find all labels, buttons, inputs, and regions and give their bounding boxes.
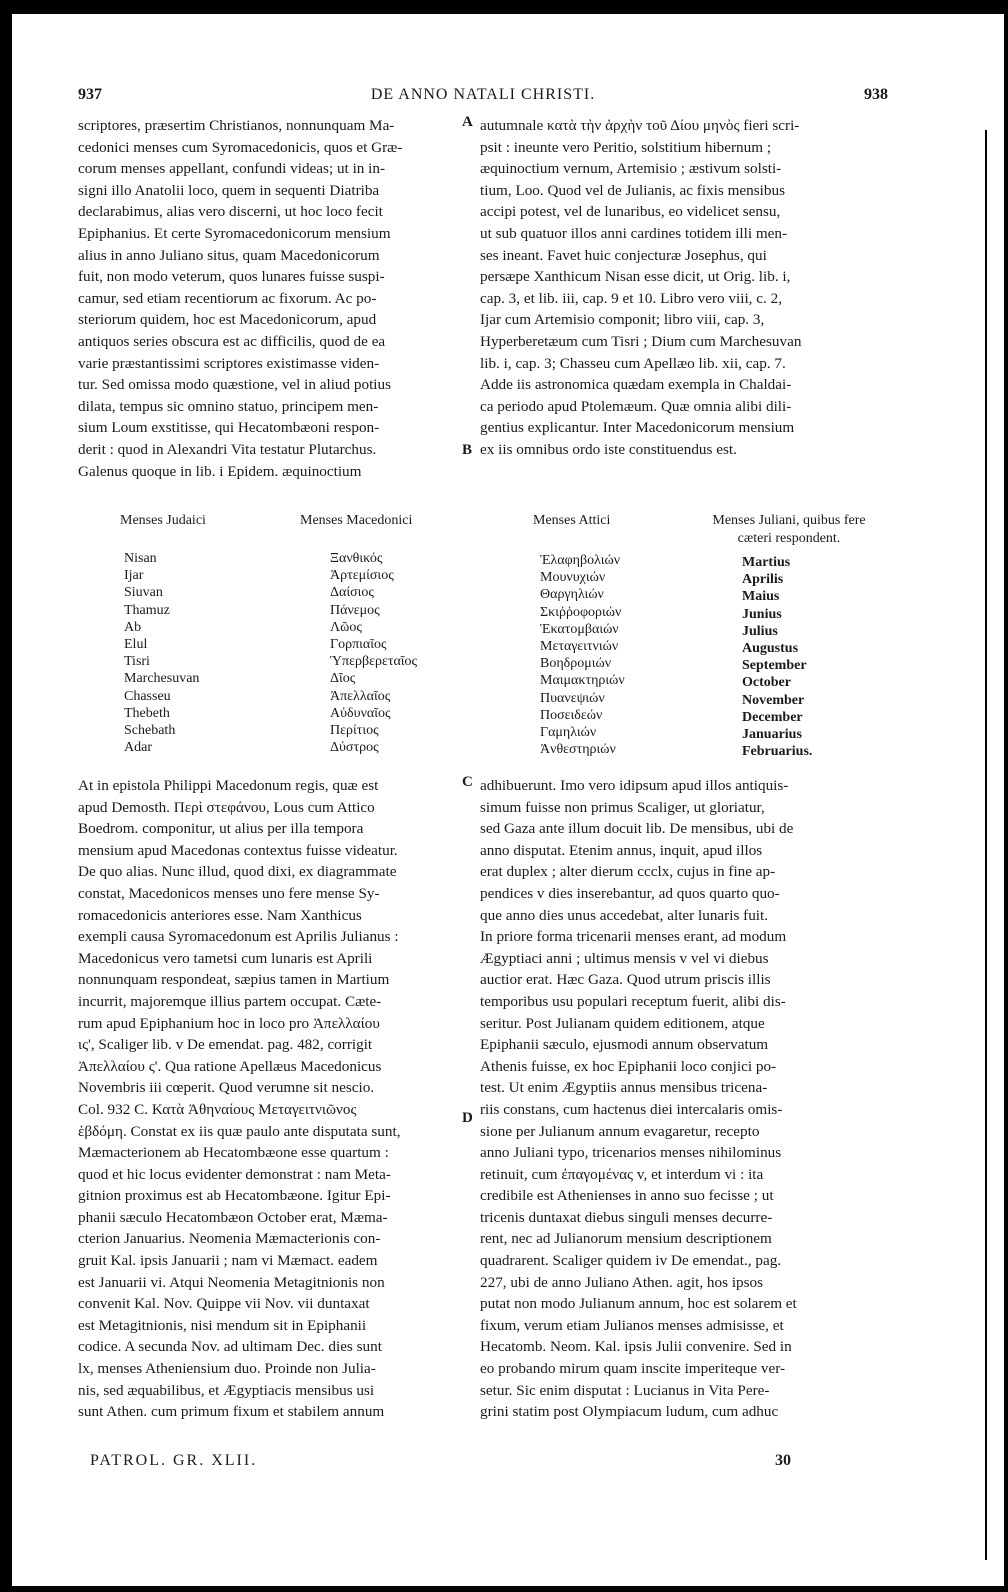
header-menses-juliani: Menses Juliani, quibus fere cæteri respondent. bbox=[712, 513, 866, 546]
paragraph bbox=[480, 775, 875, 1423]
paragraph bbox=[480, 115, 875, 461]
month-macedonian: Αὐδυναῖος bbox=[330, 705, 391, 721]
text-line: ca periodo apud Ptolemæum. Quæ omnia alibi dili- bbox=[480, 397, 792, 415]
text-line: rum apud Epiphanium hoc in loco pro Ἀπελλαίου bbox=[78, 1014, 380, 1032]
month-macedonian: Γορπιαῖος bbox=[330, 637, 387, 653]
month-macedonian: Πάνεμος bbox=[330, 602, 380, 618]
text-line: setur. Sic enim disputat : Lucianus in Vita Pere- bbox=[480, 1381, 770, 1399]
month-macedonian: Ἀπελλαῖος bbox=[330, 688, 391, 704]
text-line: seritur. Post Julianam quidem editionem, atque bbox=[480, 1014, 765, 1032]
month-macedonian: Περίτιος bbox=[330, 723, 379, 739]
month-judaic: Chasseu bbox=[124, 688, 171, 704]
month-attic: Σκιῤῥοφοριών bbox=[540, 604, 622, 620]
text-line: retinuit, cum ἐπαγομένας v, et interdum vi : ita bbox=[480, 1165, 764, 1183]
text-line: ἑβδόμη. Constat ex iis quæ paulo ante disputata sunt, bbox=[78, 1122, 401, 1140]
month-julian: November bbox=[742, 692, 805, 708]
text-line: quod et hic locus evidenter demonstrat : nam Meta- bbox=[78, 1165, 391, 1183]
month-julian: Maius bbox=[742, 589, 780, 605]
month-judaic: Marchesuvan bbox=[124, 671, 200, 687]
text-line: est Metagitnionis, nisi mendum sit in Epiphanii bbox=[78, 1316, 367, 1334]
month-attic: Γαμηλιών bbox=[540, 725, 597, 741]
month-judaic: Schebath bbox=[124, 723, 176, 739]
text-line: est Januarii vi. Atqui Neomenia Metagitnionis non bbox=[78, 1273, 385, 1291]
footer-gathering-number: 30 bbox=[775, 1452, 791, 1469]
month-julian: Januarius bbox=[742, 727, 802, 743]
text-line: erat duplex ; alter dierum ccclx, cujus in fine ap- bbox=[480, 863, 776, 881]
running-title: DE ANNO NATALI CHRISTI. bbox=[370, 86, 596, 103]
month-attic: Ποσειδεών bbox=[540, 707, 603, 723]
text-line: dilata, tempus sic omnino statuo, principem men- bbox=[78, 397, 379, 415]
text-line: Col. 932 C. Κατὰ Ἀθηναίους Μεταγειτνιῶνος bbox=[78, 1100, 357, 1118]
running-header bbox=[78, 86, 888, 110]
section-marker-a: A bbox=[462, 114, 473, 130]
text-line: signi illo Anatolii loco, quem in sequenti Diatriba bbox=[78, 181, 380, 199]
month-julian: September bbox=[742, 658, 807, 674]
text-line: tur. Sed omissa modo quæstione, vel in aliud potius bbox=[78, 376, 392, 394]
text-line: rent, nec ad Julianorum mensium descriptionem bbox=[480, 1230, 772, 1248]
month-julian: Aprilis bbox=[742, 572, 784, 588]
scan-border-bottom bbox=[0, 1586, 1008, 1592]
month-attic: Μαιμακτηριών bbox=[540, 673, 625, 689]
text-line: grini statim post Olympiacum ludum, cum adhuc bbox=[480, 1403, 779, 1421]
month-attic: Ἐλαφηβολιών bbox=[540, 553, 621, 568]
text-line: credibile est Athenienses in anno suo fecisse ; ut bbox=[480, 1187, 774, 1205]
text-line: sed Gaza ante illum docuit lib. De mensibus, ubi de bbox=[480, 820, 794, 838]
month-judaic: Thamuz bbox=[124, 602, 170, 618]
header-menses-macedonici: Menses Macedonici bbox=[300, 513, 413, 528]
month-attic: Μεταγειτνιών bbox=[540, 639, 619, 655]
month-judaic: Ab bbox=[124, 619, 142, 635]
month-julian: Februarius. bbox=[742, 744, 813, 760]
text-line: In priore forma tricenarii menses erant, ad modum bbox=[480, 928, 787, 946]
text-line: Novembris iii cœperit. Quod verumne sit nescio. bbox=[78, 1079, 375, 1097]
scan-border-top bbox=[0, 0, 1008, 14]
text-line: fuit, non modo veterum, quos lunares fuisse suspi- bbox=[78, 268, 385, 286]
month-judaic: Siuvan bbox=[124, 585, 163, 601]
month-attic: Βοηδρομιών bbox=[540, 656, 612, 672]
text-column-1 bbox=[78, 115, 453, 482]
text-line: ses ineant. Favet huic conjecturæ Josephus, qui bbox=[480, 246, 767, 264]
text-line: Macedonicus vero tametsi cum lunaris est Aprili bbox=[78, 949, 373, 967]
month-macedonian: Ὑπερβερεταῖος bbox=[330, 654, 418, 670]
text-line: phanii sæculo Hecatombæon October erat, Mæma- bbox=[78, 1208, 388, 1226]
scan-border-right bbox=[1004, 0, 1008, 1592]
text-line: Adde iis astronomica quædam exempla in Chaldai- bbox=[480, 376, 792, 394]
text-line: antiquos series obscura est ac difficilis, quod de ea bbox=[78, 332, 386, 350]
text-column-2 bbox=[480, 115, 875, 461]
text-line: fixum, verum etiam Julianos menses admisisse, et bbox=[480, 1316, 784, 1334]
text-line: Epiphanius. Et certe Syromacedonicorum mensium bbox=[78, 224, 391, 242]
text-line: æquinoctium vernum, Artemisio ; æstivum solsti- bbox=[480, 160, 782, 178]
text-line: romacedonicis anteriores esse. Nam Xanthicus bbox=[78, 906, 362, 924]
text-line: constat, Macedonicos menses uno fere mense Sy- bbox=[78, 884, 380, 902]
text-line: Athenis fuisse, ex hoc Epiphanii loco conjici po- bbox=[480, 1057, 777, 1075]
text-line: pendices v dies inserebantur, ad quos quarto quo- bbox=[480, 884, 780, 902]
text-line: adhibuerunt. Imo vero idipsum apud illos antiquis- bbox=[480, 777, 789, 794]
text-line: sunt Athen. cum primum fixum et stabilem annum bbox=[78, 1403, 385, 1421]
text-line: psit : ineunte vero Peritio, solstitium hibernum ; bbox=[480, 138, 772, 156]
text-line: simum fuisse non primus Scaliger, ut gloriatur, bbox=[480, 798, 765, 816]
section-marker-b: B bbox=[462, 442, 473, 458]
text-line: accipi potest, vel de lunaribus, eo videlicet sensu, bbox=[480, 203, 781, 221]
text-line: sium Loum exstitisse, qui Hecatombæoni respon- bbox=[78, 419, 380, 437]
month-judaic: Elul bbox=[124, 637, 148, 653]
text-line: ut sub quatuor illos anni cardines totidem illi men- bbox=[480, 224, 788, 242]
text-line: auctior erat. Hæc Gaza. Quod utrum priscis illis bbox=[480, 971, 771, 989]
month-attic: Ἀνθεστηριών bbox=[540, 742, 616, 758]
text-line: 227, ubi de anno Juliano Athen. agit, hos ipsos bbox=[480, 1273, 764, 1291]
paragraph bbox=[78, 115, 453, 482]
text-line: Boedrom. componitur, ut alius per illa tempora bbox=[78, 820, 364, 838]
month-macedonian: Ξανθικός bbox=[330, 551, 383, 566]
text-line: Epiphanii sæculo, ejusmodi annum observatum bbox=[480, 1036, 769, 1054]
text-line: riis constans, cum hactenus diei intercalaris omis- bbox=[480, 1100, 783, 1118]
month-judaic: Tisri bbox=[124, 654, 150, 670]
text-line: lib. i, cap. 3; Chasseu cum Apellæo lib. xii, cap. 7. bbox=[480, 354, 786, 372]
scan-border-left bbox=[0, 0, 12, 1592]
month-judaic: Thebeth bbox=[124, 705, 170, 721]
text-line: temporibus usu populari receptum fuerit, alibi dis- bbox=[480, 992, 786, 1010]
text-line: nis, sed æquabilibus, et Ægyptiacis mensibus usi bbox=[78, 1381, 375, 1399]
text-line: anno disputat. Etenim annus, inquit, apud illos bbox=[480, 841, 763, 859]
text-line: derit : quod in Alexandri Vita testatur Plutarchus. bbox=[78, 440, 377, 458]
month-attic: Μουνυχιών bbox=[540, 570, 606, 586]
month-macedonian: Δαίσιος bbox=[330, 585, 374, 601]
attici-list bbox=[540, 552, 625, 758]
text-line: test. Ut enim Ægyptiis annus mensibus tricena- bbox=[480, 1079, 768, 1097]
text-line: autumnale κατὰ τὴν ἀρχὴν τοῦ Δίου μηνὸς fieri scri- bbox=[480, 117, 800, 134]
text-line: codice. A secunda Nov. ad ultimam Dec. dies sunt bbox=[78, 1338, 382, 1356]
footer-signature: PATROL. GR. XLII. bbox=[90, 1452, 258, 1469]
text-line: varie præstantissimi scriptores existimasse viden- bbox=[78, 354, 380, 372]
month-julian: Augustus bbox=[742, 641, 799, 657]
month-macedonian: Λῶος bbox=[330, 619, 362, 635]
paragraph bbox=[78, 775, 453, 1423]
text-line: Ægyptiaci anni ; ultimus mensis v vel vi diebus bbox=[480, 949, 769, 967]
scan-border-right-inner bbox=[985, 130, 987, 1560]
text-line: Hecatomb. Neom. Kal. ipsis Julii convenire. Sed in bbox=[480, 1338, 792, 1356]
text-line: apud Demosth. Περὶ στεφάνου, Lous cum Attico bbox=[78, 798, 375, 816]
text-line: Ijar cum Artemisio componit; libro viii, cap. 3, bbox=[480, 311, 765, 329]
text-line: ex iis omnibus ordo iste constituendus est. bbox=[480, 440, 737, 458]
text-line: alius in anno Juliano situs, quam Macedonicorum bbox=[78, 246, 380, 264]
text-line: eo probando mirum quam inscite imperiteque ver- bbox=[480, 1360, 786, 1378]
text-line: Mæmacterionem ab Hecatombæone esse quartum : bbox=[78, 1144, 389, 1162]
text-line: cap. 3, et lib. iii, cap. 9 et 10. Libro vero viii, c. 2, bbox=[480, 289, 782, 307]
text-line: persæpe Xanthicum Nisan esse dicit, ut Orig. lib. i, bbox=[480, 268, 791, 286]
month-attic: Ἑκατομβαιών bbox=[540, 621, 619, 637]
text-line: anno Juliani typo, tricenarios menses nihilominus bbox=[480, 1144, 782, 1162]
macedonici-list bbox=[330, 550, 417, 756]
month-macedonian: Δύστρος bbox=[330, 740, 379, 756]
juliani-list bbox=[742, 554, 812, 760]
month-julian: December bbox=[742, 709, 803, 725]
text-line: sione per Julianum annum evagaretur, recepto bbox=[480, 1122, 760, 1140]
text-line: gentius explicantur. Inter Macedonicorum mensium bbox=[480, 419, 795, 437]
text-line: At in epistola Philippi Macedonum regis, quæ est bbox=[78, 777, 379, 794]
text-line: incurrit, majoremque illius partem occupat. Cæte- bbox=[78, 992, 382, 1010]
text-line: ις', Scaliger lib. v De emendat. pag. 482, corrigit bbox=[78, 1036, 373, 1054]
text-line: Hyperberetæum cum Tisri ; Dium cum Marchesuvan bbox=[480, 332, 802, 350]
text-line: mensium apud Macedonas contextus fuisse videatur. bbox=[78, 841, 398, 859]
text-line: scriptores, præsertim Christianos, nonnunquam Ma- bbox=[78, 117, 395, 134]
text-line: tricenis duntaxat diebus singuli menses decurre- bbox=[480, 1208, 773, 1226]
month-julian: Junius bbox=[742, 606, 782, 622]
page-number-left: 937 bbox=[78, 86, 102, 103]
text-line: gitnion proximus est ab Hecatombæone. Igitur Epi- bbox=[78, 1187, 391, 1205]
month-judaic: Nisan bbox=[124, 551, 157, 566]
judaici-list bbox=[124, 550, 199, 756]
page-number-right: 938 bbox=[864, 86, 888, 103]
text-line: quadrarent. Scaliger quidem iv De emendat., pag. bbox=[480, 1252, 782, 1270]
month-judaic: Adar bbox=[124, 740, 152, 756]
text-line: que anno dies unus accedebat, alter lunaris fuit. bbox=[480, 906, 769, 924]
section-marker-d: D bbox=[462, 1110, 473, 1126]
text-line: nonnunquam respondeat, sæpius tamen in Martium bbox=[78, 971, 390, 989]
text-line: De quo alias. Nunc illud, quod dixi, ex diagrammate bbox=[78, 863, 397, 881]
text-line: lx, menses Atheniensium duo. Proinde non Julia- bbox=[78, 1360, 376, 1378]
text-line: cedonici menses cum Syromacedonicis, quos et Græ- bbox=[78, 138, 403, 156]
month-macedonian: Ἀρτεμίσιος bbox=[330, 568, 394, 584]
header-menses-attici: Menses Attici bbox=[533, 513, 611, 528]
text-line: steriorum quidem, hoc est Macedonicorum, apud bbox=[78, 311, 377, 329]
month-attic: Πυανεψιών bbox=[540, 690, 605, 706]
text-line: cterion Januarius. Neomenia Mæmacterionis con- bbox=[78, 1230, 381, 1248]
month-julian: October bbox=[742, 675, 791, 691]
text-line: gruit Kal. ipsis Januarii ; nam vi Mæmact. eadem bbox=[78, 1252, 378, 1270]
text-line: putat non modo Julianum annum, hoc est solarem et bbox=[480, 1295, 797, 1313]
month-attic: Θαργηλιών bbox=[540, 587, 604, 603]
month-macedonian: Δῖος bbox=[330, 671, 356, 687]
text-line: camur, sed etiam recentiorum ac fixorum. Ac po- bbox=[78, 289, 377, 307]
text-line: convenit Kal. Nov. Quippe vii Nov. vii duntaxat bbox=[78, 1295, 370, 1313]
text-line: declarabimus, alias vero discerni, ut hoc loco fecit bbox=[78, 203, 383, 221]
month-julian: Julius bbox=[742, 623, 778, 639]
text-line: Galenus quoque in lib. i Epidem. æquinoctium bbox=[78, 462, 362, 480]
month-judaic: Ijar bbox=[124, 568, 144, 584]
section-marker-c: C bbox=[462, 774, 473, 790]
text-column-4 bbox=[480, 775, 875, 1423]
text-line: corum menses appellant, confundi videas; ut in in- bbox=[78, 160, 386, 178]
header-menses-judaici: Menses Judaici bbox=[120, 513, 206, 528]
text-line: Ἀπελλαίου ς'. Qua ratione Apellæus Macedonicus bbox=[78, 1057, 382, 1075]
text-line: tium, Loo. Quod vel de Julianis, ac fixis mensibus bbox=[480, 181, 785, 199]
month-julian: Martius bbox=[742, 555, 791, 570]
text-column-3 bbox=[78, 775, 453, 1423]
text-line: exempli causa Syromacedonum est Aprilis Julianus : bbox=[78, 928, 399, 946]
